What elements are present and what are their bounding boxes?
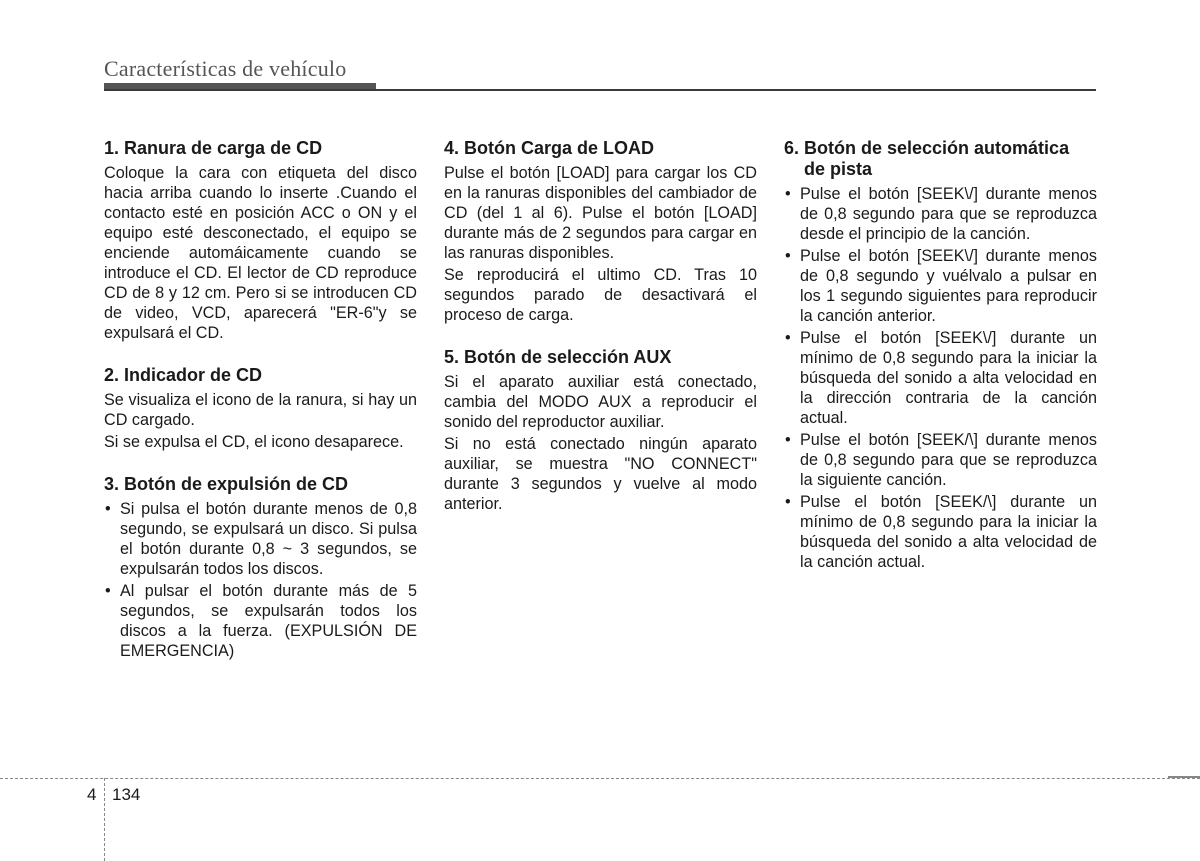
seek-text-pre: Pulse el botón [SEEK — [800, 329, 983, 347]
section-cd-eject — [104, 474, 417, 661]
list-item — [784, 492, 1097, 572]
page-title: Características de vehículo — [104, 56, 347, 81]
section-track-seek — [784, 138, 1097, 572]
section-heading: 4. Botón Carga de LOAD — [444, 138, 655, 158]
list-item — [104, 581, 417, 661]
paragraph: Pulse el botón [LOAD] para cargar los CD en la ranuras disponibles del cambiador de CD (del 1 al 6). Pulse el botón [LOAD] durante más de 2 segundos para cargar en las ranuras disponibles. — [444, 164, 757, 262]
seek-text-post: ] durante un mínimo de 0,8 segundo para la iniciar la búsqueda del sonido a alta velocidad de la canción actual. — [800, 493, 1097, 571]
list-item-text: Si pulsa el botón durante menos de 0,8 segundo, se expulsará un disco. Si pulsa el botón durante 0,8 ~ 3 segundos, se expulsarán todos los discos. — [120, 500, 417, 578]
list-item — [104, 499, 417, 579]
seek-text-pre: Pulse el botón [SEEK — [800, 185, 965, 203]
page-number: 134 — [112, 785, 141, 804]
seek-down-icon: \/ — [982, 329, 992, 347]
paragraph: Se visualiza el icono de la ranura, si hay un CD cargado. — [104, 391, 417, 429]
paragraph: Se reproducirá el ultimo CD. Tras 10 segundos parado de desactivará el proceso de carga. — [444, 266, 757, 324]
seek-text-pre: Pulse el botón [SEEK — [800, 493, 983, 511]
bullet-icon: • — [785, 493, 791, 511]
section-heading — [784, 138, 1097, 180]
seek-up-icon: /\ — [964, 431, 974, 449]
list-item — [784, 246, 1097, 326]
column-2 — [444, 138, 757, 536]
section-heading: 1. Ranura de carga de CD — [104, 138, 323, 158]
section-heading: 5. Botón de selección AUX — [444, 347, 672, 367]
bullet-icon: • — [785, 247, 791, 265]
footer-dashed-rule — [0, 778, 1200, 779]
seek-text-post: ] durante menos de 0,8 segundo para que se reproduzca la siguiente canción. — [800, 431, 1098, 489]
seek-text-post: ] durante menos de 0,8 segundo para que se reproduzca desde el principio de la canción. — [800, 185, 1098, 243]
list-item — [784, 184, 1097, 244]
footer-edge-mark — [1168, 776, 1200, 778]
paragraph: Si no está conectado ningún aparato auxiliar, se muestra "NO CONNECT" durante 3 segundos y vuelve al modo anterior. — [444, 435, 757, 513]
bullet-list — [784, 184, 1097, 572]
bullet-icon: • — [105, 582, 111, 600]
list-item — [784, 430, 1097, 490]
paragraph: Si se expulsa el CD, el icono desaparece. — [104, 433, 404, 451]
section-heading: 2. Indicador de CD — [104, 365, 263, 385]
column-1 — [104, 138, 417, 683]
header-rule — [104, 89, 1096, 91]
seek-text-post: ] durante menos de 0,8 segundo y vuélvalo a pulsar en los 1 segundo siguientes para reproducir la canción anterior. — [800, 247, 1098, 325]
footer-vertical-rule — [104, 778, 105, 861]
section-heading-line2: de pista — [804, 159, 873, 179]
column-3 — [784, 138, 1097, 594]
bullet-list — [104, 499, 417, 661]
paragraph: Coloque la cara con etiqueta del disco hacia arriba cuando lo inserte .Cuando el contacto esté en posición ACC o ON y el equipo esté desconectado, el equipo se enciende automáicamente cuando se introduce el CD. El lector de CD reproduce CD de 8 y 12 cm. Pero si se introducen CD de video, VCD, aparecerá "ER-6"y se expulsará el CD. — [104, 164, 417, 342]
list-item — [784, 328, 1097, 428]
section-load-button — [444, 138, 757, 325]
seek-text-post: ] durante un mínimo de 0,8 segundo para la iniciar la búsqueda del sonido a alta velocidad en la dirección contraria de la canción actual. — [800, 329, 1097, 427]
section-heading: 3. Botón de expulsión de CD — [104, 474, 349, 494]
seek-up-icon: /\ — [982, 493, 992, 511]
seek-text-pre: Pulse el botón [SEEK — [800, 431, 965, 449]
seek-text-pre: Pulse el botón [SEEK — [800, 247, 965, 265]
seek-down-icon: \/ — [964, 247, 974, 265]
section-heading-line1: 6. Botón de selección automática — [784, 138, 1070, 158]
paragraph: Si el aparato auxiliar está conectado, cambia del MODO AUX a reproducir el sonido del reproductor auxiliar. — [444, 373, 757, 431]
bullet-icon: • — [785, 329, 791, 347]
section-cd-indicator — [104, 365, 417, 452]
bullet-icon: • — [785, 185, 791, 203]
seek-down-icon: \/ — [964, 185, 974, 203]
chapter-number: 4 — [87, 785, 97, 804]
bullet-icon: • — [105, 500, 111, 518]
section-cd-slot — [104, 138, 417, 343]
bullet-icon: • — [785, 431, 791, 449]
section-aux-button — [444, 347, 757, 514]
list-item-text: Al pulsar el botón durante más de 5 segundos, se expulsarán todos los discos a la fuerza. (EXPULSIÓN DE EMERGENCIA) — [120, 582, 417, 660]
